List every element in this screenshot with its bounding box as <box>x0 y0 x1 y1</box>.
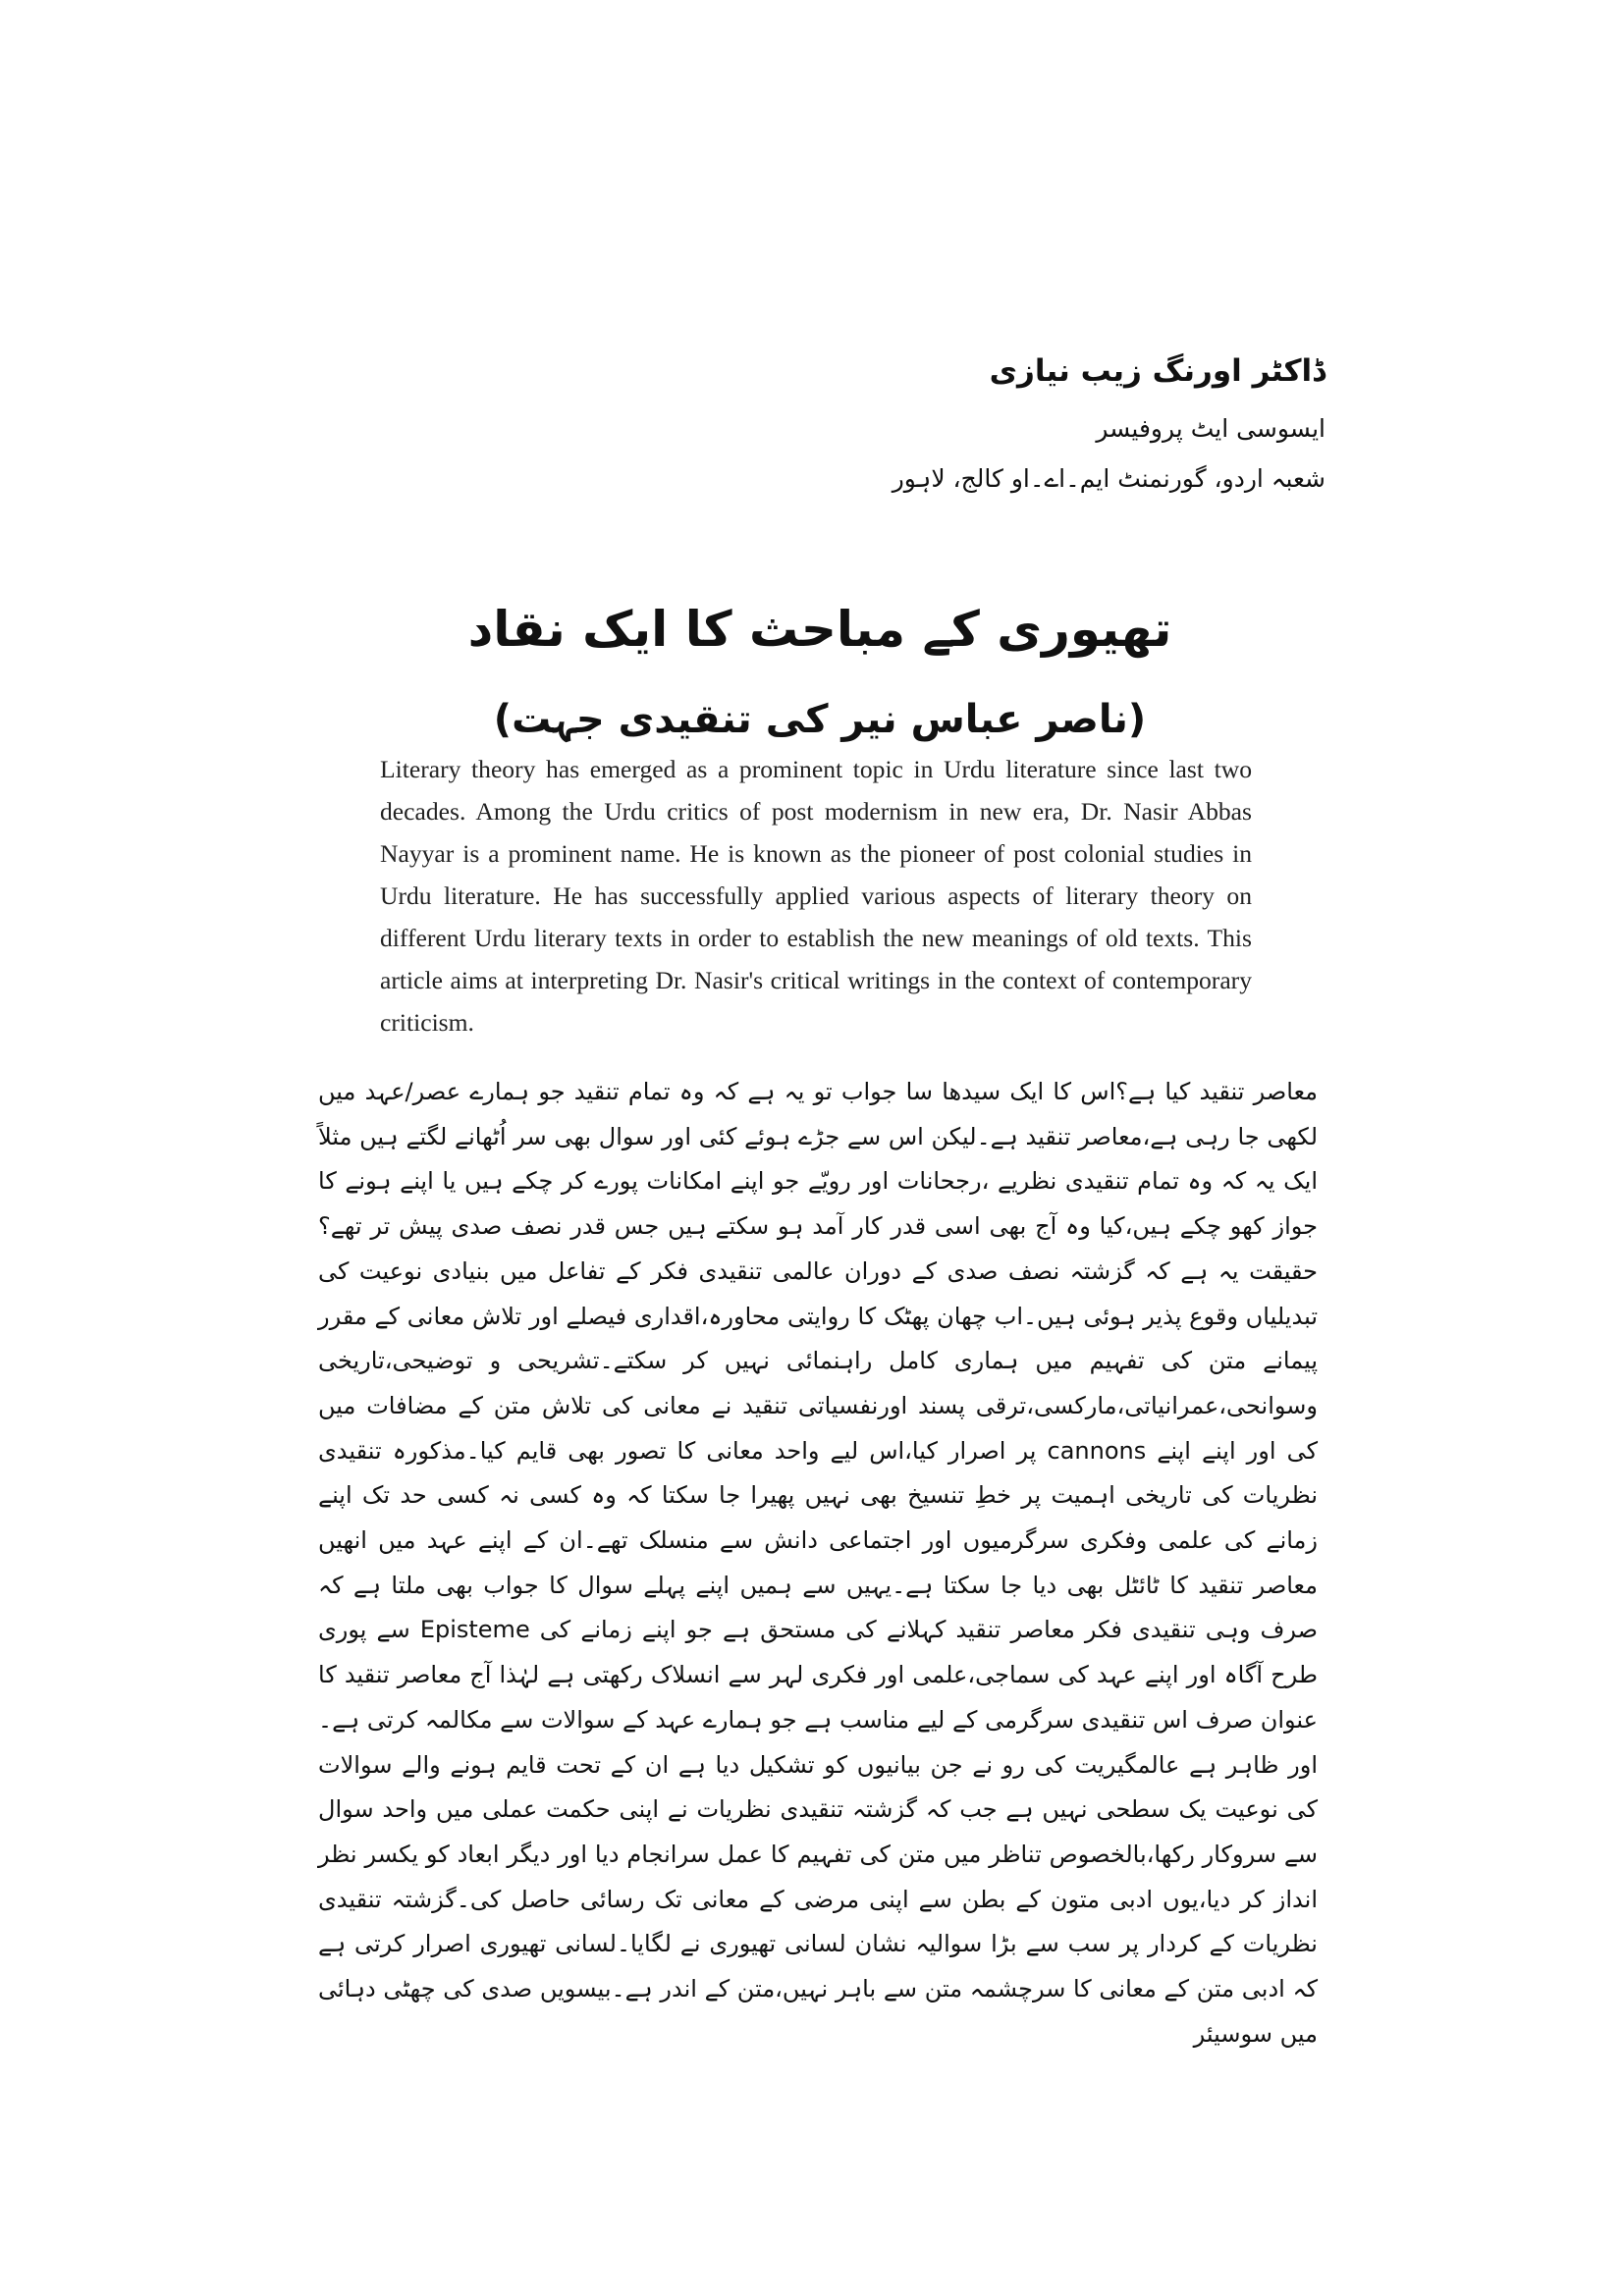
author-name: ڈاکٹر اورنگ زیب نیازی <box>989 353 1325 389</box>
article-title: تھیوری کے مباحث کا ایک نقاد <box>467 601 1172 658</box>
english-abstract: Literary theory has emerged as a prominent topic in Urdu literature since last two decades. Among the Urdu critics of post modernism in new era, Dr. Nasir Abbas Nayyar is a prominent name. He is known as the pioneer of post colonial studies in Urdu literature. He has successfully applied various aspects of literary theory on different Urdu literary texts in order to establish the new meanings of old texts. This article aims at interpreting Dr. Nasir's critical writings in the context of contemporary criticism. <box>380 755 1252 1037</box>
article-body: معاصر تنقید کیا ہے؟اس کا ایک سیدھا سا جواب تو یہ ہے کہ وہ تمام تنقید جو ہمارے عصر/عہد میں لکھی جا رہی ہے،معاصر تنقید ہے۔لیکن اس سے جڑے ہوئے کئی اور سوال بھی سر اُٹھانے لگتے ہیں مثلاً ایک یہ کہ وہ تمام تنقیدی نظریے ،رجحانات اور رویّے جو اپنے امکانات پورے کر چکے ہیں یا اپنے ہونے کا جواز کھو چکے ہیں،کیا وہ آج بھی اسی قدر کار آمد ہو سکتے ہیں جس قدر نصف صدی پیش تر تھے؟حقیقت یہ ہے کہ گزشتہ نصف صدی کے دوران عالمی تنقیدی فکر کے تفاعل میں بنیادی نوعیت کی تبدیلیاں وقوع پذیر ہوئی ہیں۔اب چھان پھٹک کا روایتی محاورہ،اقداری فیصلے اور تلاش معانی کے مقرر پیمانے متن کی تفہیم میں ہماری کامل راہنمائی نہیں کر سکتے۔تشریحی و توضیحی،تاریخی وسوانحی،عمرانیاتی،مارکسی،ترقی پسند اورنفسیاتی تنقید نے معانی کی تلاش متن کے مضافات میں کی اور اپنے اپنے cannons پر اصرار کیا،اس لیے واحد معانی کا تصور بھی قایم کیا۔مذکورہ تنقیدی نظریات کی تاریخی اہمیت پر خطِ تنسیخ بھی نہیں پھیرا جا سکتا کہ وہ کسی نہ کسی حد تک اپنے زمانے کی علمی وفکری سرگرمیوں اور اجتماعی دانش سے منسلک تھے۔ان کے اپنے عہد میں انھیں معاصر تنقید کا ٹائٹل بھی دیا جا سکتا ہے۔یہیں سے ہمیں اپنے پہلے سوال کا جواب بھی ملتا ہے کہ صرف وہی تنقیدی فکر معاصر تنقید کہلانے کی مستحق ہے جو اپنے زمانے کی Episteme سے پوری طرح آگاہ اور اپنے عہد کی سماجی،علمی اور فکری لہر سے انسلاک رکھتی ہے لہٰذا آج معاصر تنقید کا عنوان صرف اس تنقیدی سرگرمی کے لیے مناسب ہے جو ہمارے عہد کے سوالات سے مکالمہ کرتی ہے۔اور ظاہر ہے عالمگیریت کی رو نے جن بیانیوں کو تشکیل دیا ہے ان کے تحت قایم ہونے والے سوالات کی نوعیت یک سطحی نہیں ہے جب کہ گزشتہ تنقیدی نظریات نے اپنی حکمت عملی میں واحد سوال سے سروکار رکھا،بالخصوص تناظر میں متن کی تفہیم کا عمل سرانجام دیا اور دیگر ابعاد کو یکسر نظر انداز کر دیا،یوں ادبی متون کے بطن سے اپنی مرضی کے معانی تک رسائی حاصل کی۔گزشتہ تنقیدی نظریات کے کردار پر سب سے بڑا سوالیہ نشان لسانی تھیوری نے لگایا۔لسانی تھیوری اصرار کرتی ہے کہ ادبی متن کے معانی کا سرچشمہ متن سے باہر نہیں،متن کے اندر ہے۔بیسویں صدی کی چھٹی دہائی میں سوسیئر <box>318 1078 1318 2048</box>
author-block <box>314 353 1325 493</box>
author-designation: ایسوسی ایٹ پروفیسر <box>1096 414 1325 443</box>
article-subtitle: (ناصر عباس نیر کی تنقیدی جہت) <box>493 697 1147 742</box>
author-department: شعبہ اردو، گورنمنٹ ایم۔اے۔او کالج، لاہور <box>892 464 1325 493</box>
